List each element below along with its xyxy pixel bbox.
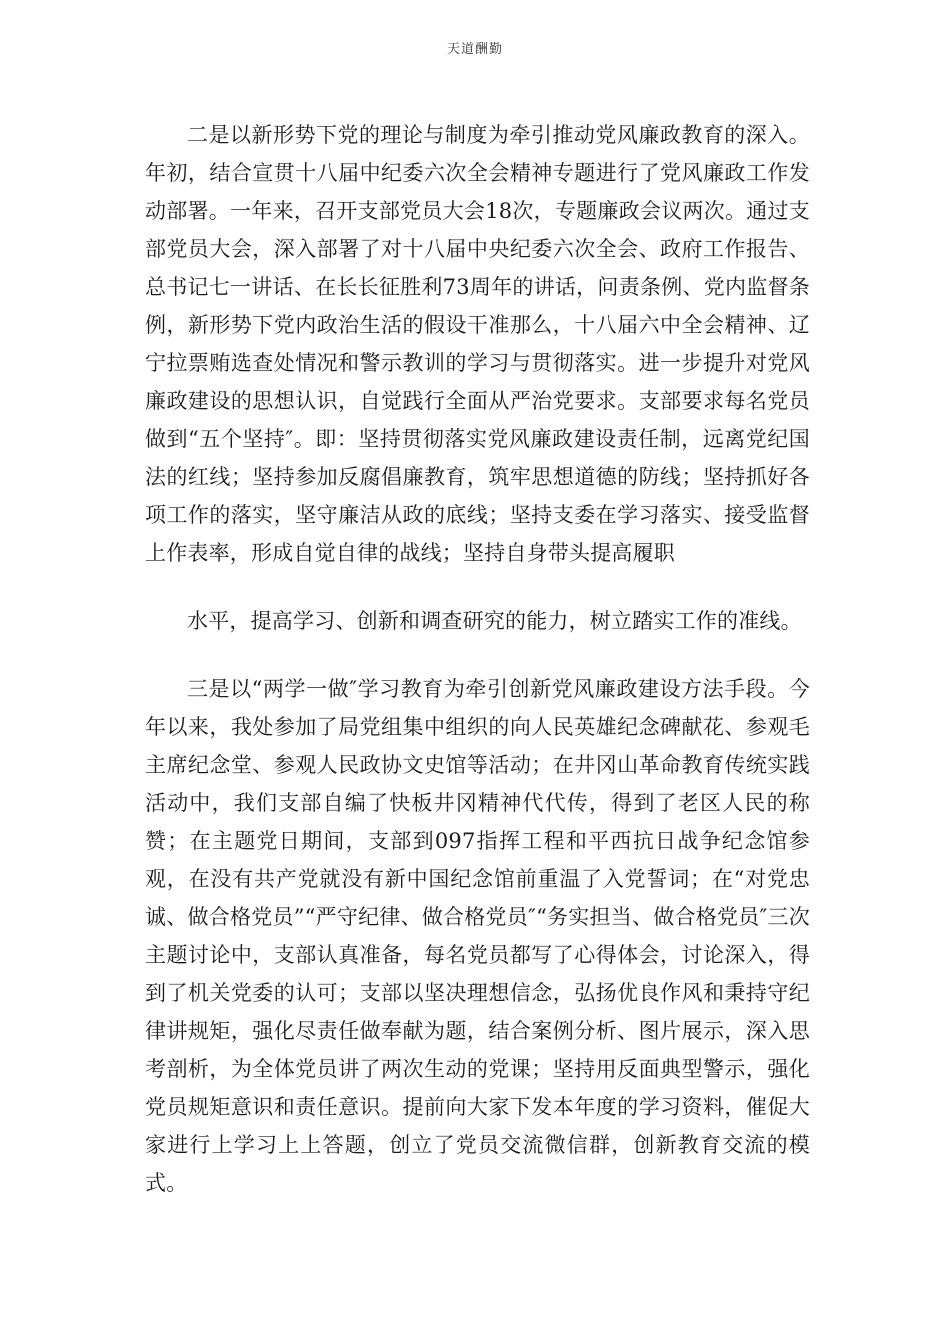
paragraph-two-studies: 三是以“两学一做″学习教育为牵引创新党风廉政建设方法手段。今年以来，我处参加了局党组集中组织的向人民英雄纪念碑献花、参观毛主席纪念堂、参观人民政协文史馆等活动；在井冈山革命教育传统实践活动中，我们支部自编了快板井冈精神代代传，得到了老区人民的称赞；在主题党日期间，支部到097指挥工程和平西抗日战争纪念馆参观，在没有共产党就没有新中国纪念馆前重温了入党誓词；在“对党忠诚、做合格党员”“严守纪律、做合格党员″“务实担当、做合格党员″三次主题讨论中，支部认真准备，每名党员都写了心得体会，讨论深入，得到了机关党委的认可；支部以坚决理想信念，弘扬优良作风和秉持守纪律讲规矩，强化尽责任做奉献为题，结合案例分析、图片展示，深入思考剖析，为全体党员讲了两次生动的党课；坚持用反面典型警示，强化党员规矩意识和责任意识。提前向大家下发本年度的学习资料，催促大家进行上学习上上答题，创立了党员交流微信群，创新教育交流的模式。 xyxy=(145,677,810,1195)
running-header: 天道酬勤 xyxy=(446,42,503,57)
paragraph-continuation: 水平，提高学习、创新和调查研究的能力，树立踏实工作的准线。 xyxy=(187,609,802,633)
paragraph-theory-education: 二是以新形势下党的理论与制度为牵引推动党风廉政教育的深入。年初，结合宣贯十八届中纪委六次全会精神专题进行了党风廉政工作发动部署。一年来，召开支部党员大会18次，专题廉政会议两次。通过支部党员大会，深入部署了对十八届中央纪委六次全会、政府工作报告、总书记七一讲话、在长长征胜利73周年的讲话，问责条例、党内监督条例，新形势下党内政治生活的假设干准那么，十八届六中全会精神、辽宁拉票贿选查处情况和警示教训的学习与贯彻落实。进一步提升对党风廉政建设的思想认识，自觉践行全面从严治党要求。支部要求每名党员做到“五个坚持″。即：坚持贯彻落实党风廉政建设责任制，远离党纪国法的红线；坚持参加反腐倡廉教育，筑牢思想道德的防线；坚持抓好各项工作的落实，坚守廉洁从政的底线；坚持支委在学习落实、接受监督上作表率，形成自觉自律的战线；坚持自身带头提高履职 xyxy=(145,123,810,565)
document-body xyxy=(145,116,810,1202)
